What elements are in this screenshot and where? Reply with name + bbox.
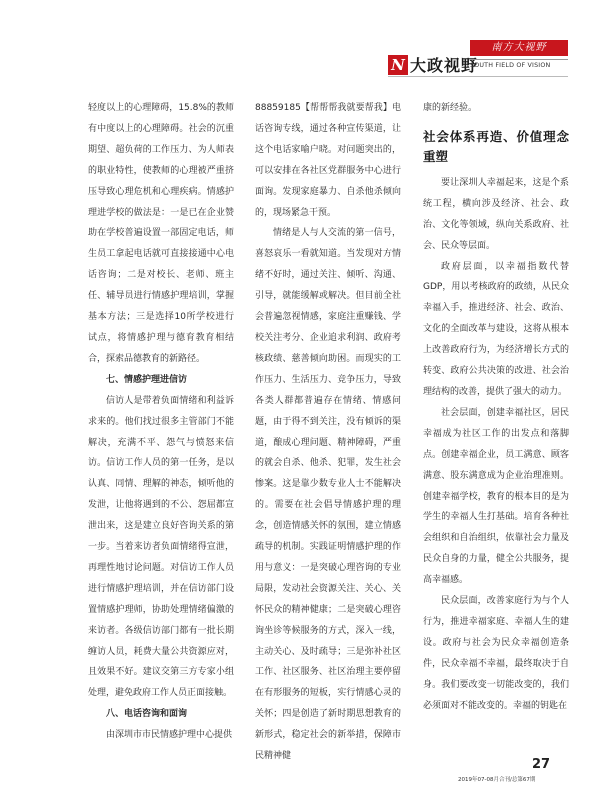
page-number: 27	[532, 757, 551, 772]
brand-name-cn: 南方大视野	[470, 40, 568, 56]
text-column-3	[423, 98, 569, 716]
paragraph: 政府层面，以幸福指数代替GDP，用以考核政府的政绩，从民众幸福入手，推进经济、社会、政治、文化的全面改革与建设，这将从根本上改善政府行为，为经济增长方式的转变、政府公共决策的改进、社会治理结构的改善，提供了强大的动力。	[423, 261, 569, 397]
paragraph: 由深圳市市民情感护理中心提供	[106, 730, 233, 741]
brand-block	[470, 40, 568, 69]
n-logo-icon: N	[388, 55, 408, 75]
paragraph: 轻度以上的心理障碍，15.8%的教师有中度以上的心理障碍。社会的沉重期望、超负荷的工作压力、为人师表的职业特性，使教师的心理被严重挤压导致心理危机和心理疾病。情感护理进学校的做法是：一是已在企业赞助在学校普遍设置一部固定电话，师生员工拿起电话就可直接接通中心电话咨询；二是对校长、老师、班主任、辅导员进行情感护理培训，掌握基本方法；三是选择10所学校进行试点，将情感护理与德育教育相结合，探索品德教育的新路径。	[88, 103, 234, 364]
issue-info: 2019年07-08月合刊/总第67期	[458, 777, 536, 783]
paragraph: 要让深圳人幸福起来，这是个系统工程，横向涉及经济、社会、政治、文化等领域，纵向关系政府、社会、民众等层面。	[423, 177, 569, 251]
paragraph: 康的新经验。	[423, 103, 478, 113]
paragraph: 信访人是带着负面情绪和利益诉求来的。他们找过很多主管部门不能解决，充满不平、怨气与愤怒来信访。信访工作人员的第一任务，是以认真、同情、理解的神态，倾听他的发泄，让他将遇到的不公、怨屈都宣泄出来，这是建立良好咨询关系的第一步。当着来访者负面情绪得宣泄，再理性地讨论问题。对信访工作人员进行情感护理培训，并在信访部门设置情感护理师，协助处理情绪偏激的来访者。各级信访部门都有一批长期缠访人员，耗费大量公共资源应对，且效果不好。建议交第三方专家小组处理，避免政府工作人员正面接触。	[88, 395, 234, 699]
section-heading: 社会体系再造、价值理念重塑	[423, 128, 569, 164]
header-divider	[388, 76, 568, 77]
section-heading-7: 七、情感护理进信访	[106, 374, 188, 385]
text-column-2	[255, 98, 401, 767]
magazine-section-header	[388, 53, 478, 76]
paragraph: 情绪是人与人交流的第一信号，喜怒哀乐一看就知道。当发现对方情绪不好时，通过关注、倾听、沟通、引导，就能缓解或解决。但目前全社会普遍忽视情感，家庭注重赚钱、学校关注考分、企业追求利润、政府考核政绩、慈善倾向助困。而现实的工作压力、生活压力、竞争压力，导致各类人群都普遍存在情绪、情感问题，由于得不到关注，没有倾诉的渠道，酿成心理问题、精神障碍，严重的就会自杀、他杀、犯罪，发生社会惨案。这是靠少数专业人士不能解决的。需要在社会倡导情感护理的理念，创造情感关怀的氛围，建立情感疏导的机制。实践证明情感护理的作用与意义：一是突破心理咨询的专业局限，发动社会资源关注、关心、关怀民众的精神健康；二是突破心理咨询坐诊等候服务的方式，深入一线，主动关心、及时疏导；三是弥补社区工作、社区服务、社区治理主要停留在有形服务的短板，实行情感心灵的关怀；四是创造了新时期思想教育的新形式，稳定社会的新举措，保障市民精神健	[255, 228, 401, 762]
paragraph: 88859185【帮帮帮我就要帮我】电话咨询专线，通过各种宣传渠道，让这个电话家喻户晓。对问题突出的，可以安排在各社区党群服务中心进行面询。发现家庭暴力、自杀他杀倾向的，现场紧急干预。	[255, 103, 401, 218]
paragraph: 民众层面，改善家庭行为与个人行为，推进幸福家庭、幸福人生的建设。政府与社会为民众幸福创造条件，民众幸福不幸福，最终取决于自身。我们要改变一切能改变的，我们必须面对不能改变的。幸福的钥匙在	[423, 596, 569, 711]
brand-name-en: SOUTH FIELD OF VISION	[470, 59, 568, 69]
paragraph: 社会层面，创建幸福社区，居民幸福成为社区工作的出发点和落脚点。创建幸福企业，员工满意、顾客满意、股东满意成为企业治理准则。创建幸福学校，教育的根本目的是为学生的幸福人生打基础。培育各种社会组织和自治组织，依靠社会力量及民众自身的力量，健全公共服务，提高幸福感。	[423, 407, 569, 586]
text-column-1	[88, 98, 234, 746]
section-title: 大政视野	[410, 56, 479, 75]
section-heading-8: 八、电话咨询和面询	[106, 709, 188, 720]
